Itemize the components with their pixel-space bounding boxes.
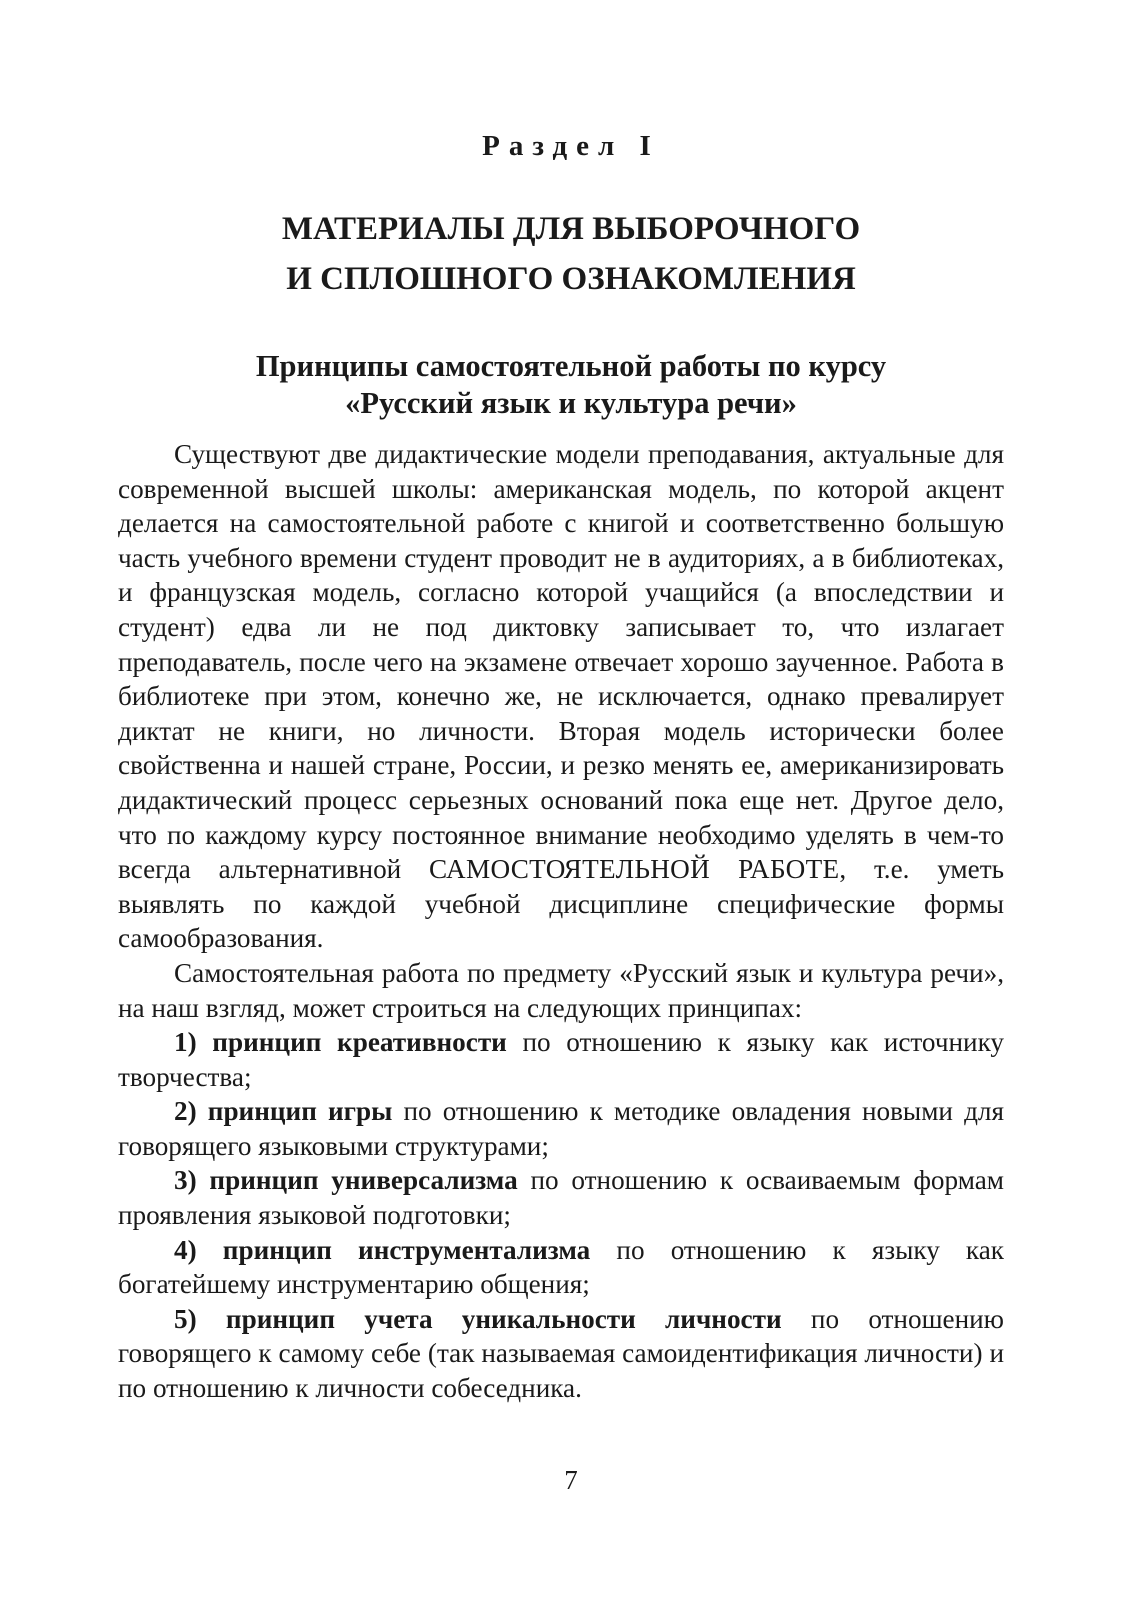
chapter-title-line-1: МАТЕРИАЛЫ ДЛЯ ВЫБОРОЧНОГО bbox=[281, 211, 861, 247]
chapter-title bbox=[0, 204, 1142, 304]
principle-5-text: по отношению говорящего к самому себе (так называемая самоидентификация личности) и по отношению к личности собеседника. bbox=[118, 1303, 1004, 1404]
paragraph-2: Самостоятельная работа по предмету «Русский язык и культура речи», на наш взгляд, может строиться на следующих принципах: bbox=[118, 957, 1004, 1023]
subtitle bbox=[0, 348, 1142, 422]
principle-item-2 bbox=[118, 1094, 1004, 1163]
principle-4-text: по отношению к языку как богатейшему инструментарию общения; bbox=[118, 1234, 1004, 1300]
principle-item-1 bbox=[118, 1025, 1004, 1094]
principle-2-title: 2) принцип игры bbox=[174, 1096, 393, 1127]
principle-5-title: 5) принцип учета уникальности личности bbox=[174, 1303, 782, 1334]
subtitle-line-1: Принципы самостоятельной работы по курсу bbox=[255, 349, 887, 383]
principle-item-3 bbox=[118, 1163, 1004, 1232]
principle-4-title: 4) принцип инструментализма bbox=[174, 1234, 591, 1265]
body-text bbox=[118, 437, 1004, 1406]
section-label: Раздел I bbox=[482, 130, 660, 162]
paragraph-1-emphasis: САМОСТОЯТЕЛЬНОЙ РАБОТЕ bbox=[428, 854, 840, 885]
principle-2-text: по отношению к методике овладения новыми для говорящего языковыми структурами; bbox=[118, 1096, 1004, 1161]
paragraph-1 bbox=[118, 437, 1004, 956]
principle-1-title: 1) принцип креативности bbox=[174, 1027, 507, 1058]
principle-3-text: по отношению к осваиваемым формам проявления языковой подготовки; bbox=[118, 1165, 1004, 1231]
principle-item-5 bbox=[118, 1302, 1004, 1406]
paragraph-1-text: Существуют две дидактические модели преподавания, актуальные для современной высшей школы: американская модель, по которой акцент делается на самостоятельной работе с книгой и соответственно большую часть учебного времени студент проводит не в аудиториях, а в библиотеках, и французская модель, согласно которой учащийся (а впоследствии и студент) едва ли не под диктовку записывает то, что излагает преподаватель, после чего на экзамене отвечает хорошо заученное. Работа в библиотеке при этом, конечно же, не исключается, однако превалирует диктат не книги, но личности. Вторая модель исторически более свойственна и нашей стране, России, и резко менять ее, американизировать дидактический процесс серьезных оснований пока еще нет. Другое дело, что по каждому курсу постоянное внимание необходимо уделять в чем-то всегда альтернативной bbox=[118, 439, 1004, 885]
principle-item-4 bbox=[118, 1233, 1004, 1302]
principle-3-title: 3) принцип универсализма bbox=[174, 1165, 518, 1196]
principle-1-text: по отношению к языку как источнику творчества; bbox=[118, 1027, 1005, 1092]
chapter-title-line-2: И СПЛОШНОГО ОЗНАКОМЛЕНИЯ bbox=[286, 261, 856, 297]
page-number: 7 bbox=[564, 1465, 578, 1495]
subtitle-line-2: «Русский язык и культура речи» bbox=[345, 386, 797, 420]
paragraph-1-ending: , т.е. уметь выявлять по каждой учебной дисциплине специфические формы самообразования. bbox=[118, 854, 1004, 954]
